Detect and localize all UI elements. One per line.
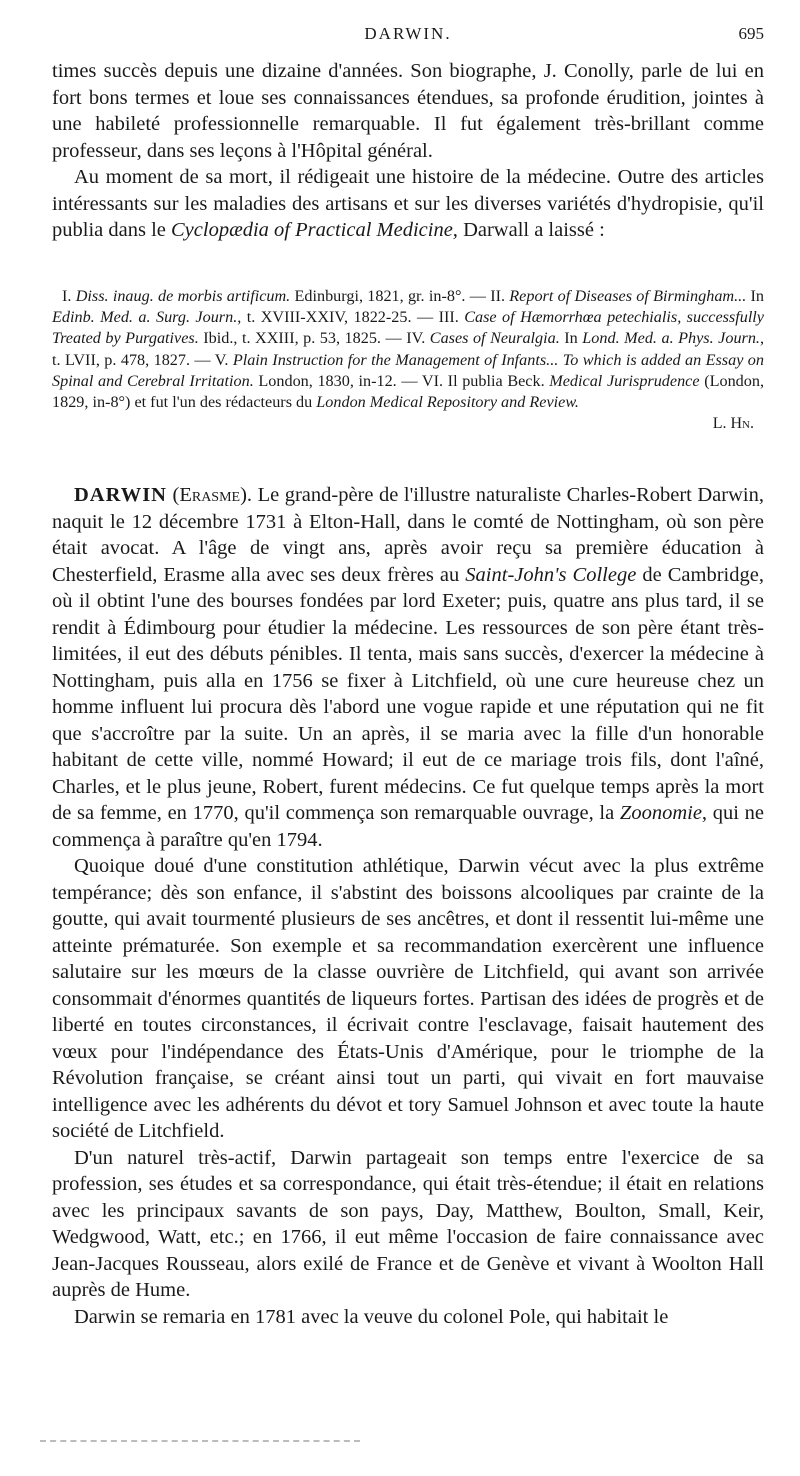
ref-journal: Lond. Med. a. Phys. Journ.	[582, 329, 760, 348]
ref-title: Diss. inaug. de morbis artificum.	[75, 287, 291, 305]
ref-journal: London Medical Repository and Review.	[316, 393, 579, 412]
bibliography-entries	[52, 286, 764, 413]
book-title: Zoonomie	[619, 802, 702, 824]
paragraph: D'un naturel très-actif, Darwin partageait son temps entre l'exercice de sa profession, ses études et sa correspondance, qui était très-étendue; il était en relations avec les principaux savants de son pays, Day, Matthew, Boulton, Small, Keir, Wedgwood, Watt, etc.; en 1766, il eut même l'occasion de faire connaissance avec Jean-Jacques Rousseau, alors exilé de France et de Genève et vivant à Woolton Hall auprès de Hume.	[52, 1146, 764, 1301]
ref-pub: Ibid., t. XXIII, p. 53, 1825. — IV.	[198, 329, 430, 348]
publication-title: Cyclopædia of Practical Medicine,	[171, 219, 458, 241]
ref-pub: In	[559, 329, 583, 348]
institution-name: Saint-John's College	[465, 563, 637, 586]
text-run: Darwall a laissé :	[457, 219, 605, 241]
ref-pub: , t. XVIII-XXIV, 1822-25. — III.	[237, 308, 465, 327]
entry-headword-forename: (Erasme).	[166, 484, 253, 506]
paragraph: Quoique doué d'une constitution athlétique, Darwin vécut avec la plus extrême tempérance; dès son enfance, il s'abstint des boissons alcooliques par crainte de la goutte, qui avait tourmenté plusieurs de ses ancêtres, et dont il ressentit lui-même une atteinte prématurée. Son exemple et sa recommandation exercèrent une influence salutaire sur les mœurs de la classe ouvrière de Litchfield, qui avant son arrivée consommait d'énormes quantités de liqueurs fortes. Partisan des idées de progrès et de liberté en toutes circonstances, il écrivait contre l'esclavage, faisait hautement des vœux pour l'indépendance des États-Unis d'Amérique, pour le triomphe de la Révolution française, se créant ainsi tout un parti, qui vivait en fort mauvaise intelligence avec les adhérents du dévot et tory Samuel Johnson et avec toute la haute société de Litchfield.	[52, 855, 764, 1142]
author-signature: L. Hn.	[712, 415, 754, 433]
ref-pub: , t. LVII, p. 478, 1827. — V.	[52, 329, 765, 369]
ref-title: Cases of Neuralgia.	[429, 329, 560, 348]
ref-pub: London, 1830, in-12. — VI. Il publia Beck.	[253, 371, 550, 390]
ref-number: I.	[62, 287, 76, 305]
ref-pub: Edinburgi, 1821, gr. in-8°. — II.	[290, 287, 510, 305]
ref-pub: In	[746, 287, 765, 305]
text-run: Le grand-père de l'illustre naturaliste Charles-Robert Darwin, naquit le 12 décembre 1731 à Elton-Hall, dans le comté de Nottingham, où son père était avocat. A l'âge de vingt ans, après avoir reçu sa première éducation à Chesterfield, Erasme alla avec ses deux frères au	[52, 484, 764, 586]
print-artifact-marks	[40, 1440, 360, 1444]
ref-title: Plain Instruction for the Management of Infants... To which is added an Essay on Spinal and Cerebral Irritation.	[52, 350, 764, 390]
entry-darwin-erasme	[52, 482, 764, 1330]
paragraph: Darwin se remaria en 1781 avec la veuve du colonel Pole, qui habitait le	[74, 1305, 669, 1328]
previous-entry-continuation	[52, 58, 764, 244]
ref-pub: (London, 1829, in-8°) et fut l'un des rédacteurs du	[52, 371, 765, 412]
page-header	[52, 24, 764, 48]
text-run: , qui ne commença à paraître qu'en 1794.	[52, 802, 764, 851]
text-run: Au moment de sa mort, il rédigeait une histoire de la médecine. Outre des articles intéressants sur les maladies des artisans et sur les diverses variétés d'hydropisie, qu'il publia dans le	[52, 166, 764, 241]
ref-title: Medical Jurisprudence	[549, 371, 700, 390]
running-head: DARWIN.	[364, 24, 452, 43]
page-number: 695	[738, 24, 764, 43]
ref-title: Case of Hæmorrhœa petechialis, successfully Treated by Purgatives.	[52, 308, 764, 348]
entry-headword: DARWIN	[74, 484, 167, 506]
ref-title: Report of Diseases of Birmingham...	[509, 287, 747, 305]
paragraph: times succès depuis une dizaine d'années. Son biographe, J. Conolly, parle de lui en fort bons termes et loue ses connaissances étendues, sa profonde érudition, jointes à une habileté professionnelle remarquable. Il fut également très-brillant comme professeur, dans ses leçons à l'Hôpital général.	[52, 60, 764, 162]
paragraph	[52, 482, 764, 853]
bibliography-list	[52, 286, 764, 434]
paragraph	[52, 164, 764, 244]
text-run: de Cambridge, où il obtint l'une des bourses fondées par lord Exeter; puis, quatre ans plus tard, il se rendit à Édimbourg pour étudier la médecine. Les ressources de son père étant très-limitées, il eut des débuts pénibles. Il tenta, mais sans succès, d'exercer la médecine à Nottingham, puis alla en 1756 se fixer à Litchfield, où une cure heureuse chez un homme influent lui procura dès l'abord une vogue rapide et une réputation qui ne fit que s'accroître par la suite. Un an après, il se maria avec la fille d'un honorable habitant de cette ville, nommé Howard; il eut de ce mariage trois fils, dont l'aîné, Charles, et le plus jeune, Robert, furent médecins. Ce fut quelque temps après la mort de sa femme, en 1770, qu'il commença son remarquable ouvrage, la	[52, 563, 764, 824]
ref-journal: Edinb. Med. a. Surg. Journ.	[52, 308, 238, 327]
